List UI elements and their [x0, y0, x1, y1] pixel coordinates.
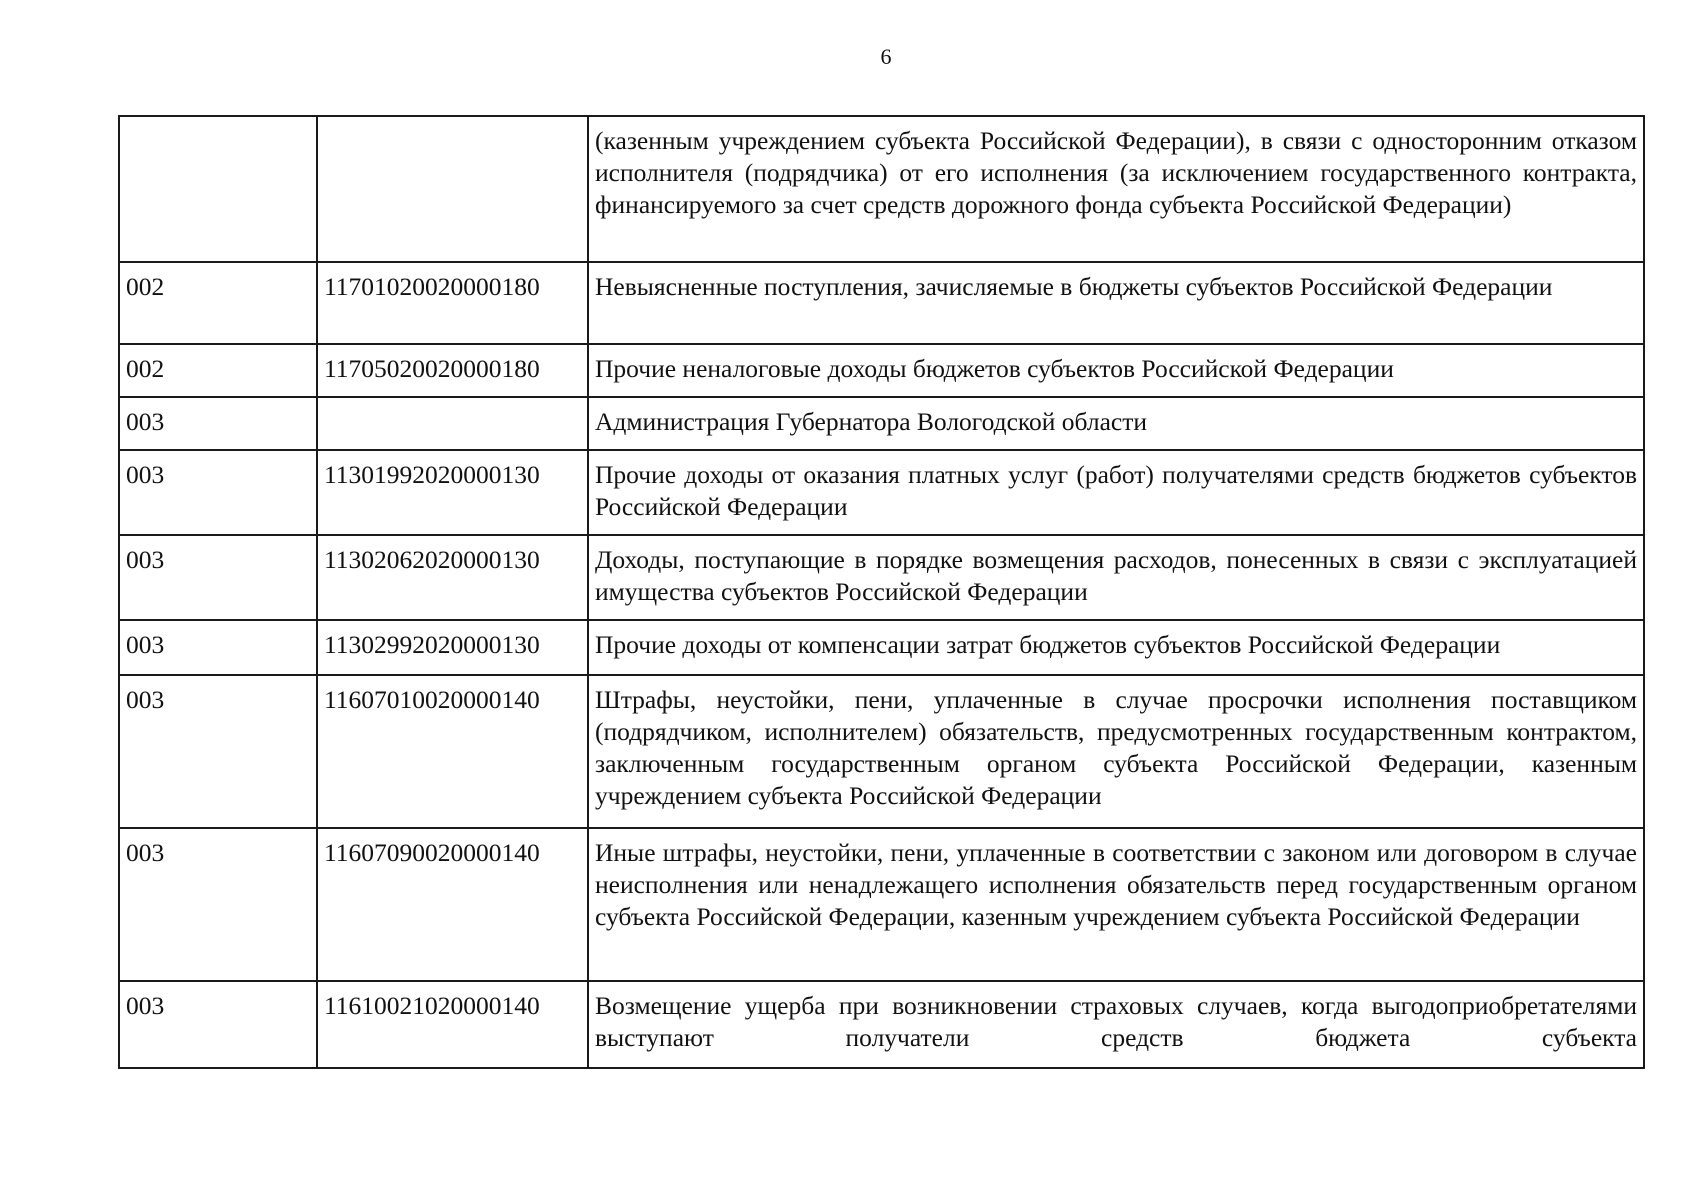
admin-code-cell: 003 [119, 675, 317, 828]
revenue-name-cell: Прочие доходы от компенсации затрат бюджетов субъектов Российской Федерации [588, 620, 1644, 675]
budget-code-cell: 11607090020000140 [317, 828, 588, 981]
page-number: 6 [880, 44, 892, 69]
revenue-name-cell: Доходы, поступающие в порядке возмещения расходов, понесенных в связи с эксплуатацией имущества субъектов Российской Федерации [588, 535, 1644, 620]
admin-code-cell: 002 [119, 262, 317, 344]
budget-code-cell: 11607010020000140 [317, 675, 588, 828]
revenue-name-cell: (казенным учреждением субъекта Российской Федерации), в связи с односторонним отказом исполнителя (подрядчика) от его исполнения (за исключением государственного контракта, финансируемого за счет средств дорожного фонда субъекта Российской Федерации) [588, 116, 1644, 262]
budget-code-cell [317, 397, 588, 450]
table-row [119, 262, 1644, 344]
table-row [119, 450, 1644, 535]
budget-code-cell [317, 116, 588, 262]
table-row [119, 981, 1644, 1068]
admin-code-cell: 003 [119, 828, 317, 981]
revenue-code-table [118, 115, 1645, 1069]
table-row [119, 620, 1644, 675]
revenue-name-cell: Администрация Губернатора Вологодской области [588, 397, 1644, 450]
revenue-name-cell: Штрафы, неустойки, пени, уплаченные в случае просрочки исполнения поставщиком (подрядчиком, исполнителем) обязательств, предусмотренных государственным контрактом, заключенным государственным органом субъекта Российской Федерации, казенным учреждением субъекта Российской Федерации [588, 675, 1644, 828]
budget-code-cell: 11705020020000180 [317, 344, 588, 397]
budget-code-cell: 11610021020000140 [317, 981, 588, 1068]
admin-code-cell: 003 [119, 397, 317, 450]
table-row [119, 828, 1644, 981]
admin-code-cell: 002 [119, 344, 317, 397]
table-row [119, 116, 1644, 262]
admin-code-cell: 003 [119, 535, 317, 620]
admin-code-cell: 003 [119, 620, 317, 675]
table-row [119, 675, 1644, 828]
admin-code-cell: 003 [119, 450, 317, 535]
revenue-name-cell: Прочие неналоговые доходы бюджетов субъектов Российской Федерации [588, 344, 1644, 397]
revenue-name-cell: Иные штрафы, неустойки, пени, уплаченные в соответствии с законом или договором в случае неисполнения или ненадлежащего исполнения обязательств перед государственным органом субъекта Российской Федерации, казенным учреждением субъекта Российской Федерации [588, 828, 1644, 981]
budget-code-cell: 11301992020000130 [317, 450, 588, 535]
revenue-name-cell: Прочие доходы от оказания платных услуг (работ) получателями средств бюджетов субъектов Российской Федерации [588, 450, 1644, 535]
budget-code-cell: 11302992020000130 [317, 620, 588, 675]
budget-code-cell: 11302062020000130 [317, 535, 588, 620]
budget-code-cell: 11701020020000180 [317, 262, 588, 344]
revenue-name-cell: Невыясненные поступления, зачисляемые в бюджеты субъектов Российской Федерации [588, 262, 1644, 344]
table-row [119, 535, 1644, 620]
table-row [119, 344, 1644, 397]
table-row [119, 397, 1644, 450]
admin-code-cell [119, 116, 317, 262]
admin-code-cell: 003 [119, 981, 317, 1068]
revenue-name-cell: Возмещение ущерба при возникновении страховых случаев, когда выгодоприобретателями выступают получатели средств бюджета субъекта [588, 981, 1644, 1068]
